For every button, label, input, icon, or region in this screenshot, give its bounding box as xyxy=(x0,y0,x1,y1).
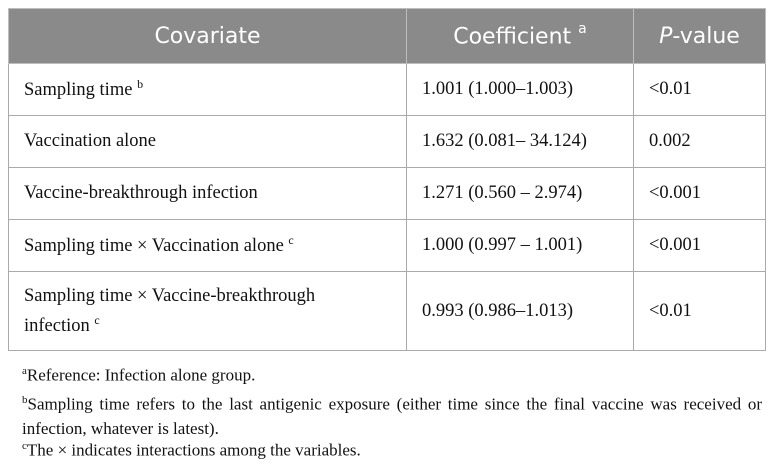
header-pvalue: P-value xyxy=(634,9,766,64)
coefficient-cell: 0.993 (0.986–1.013) xyxy=(407,272,634,351)
pvalue-cell: 0.002 xyxy=(634,116,766,168)
header-coefficient-footnote-mark: a xyxy=(578,20,587,37)
table-row xyxy=(9,272,766,351)
table-row xyxy=(9,64,766,116)
coefficient-cell: 1.001 (1.000–1.003) xyxy=(407,64,634,116)
results-table xyxy=(8,8,766,351)
covariate-cell: Sampling time × Vaccination alone $^c$ xyxy=(9,220,407,272)
covariate-cell: Sampling time × Vaccine-breakthrough infection $^c$ xyxy=(9,272,407,351)
coefficient-cell: 1.000 (0.997 – 1.001) xyxy=(407,220,634,272)
pvalue-cell: <0.001 xyxy=(634,168,766,220)
header-covariate: Covariate xyxy=(9,9,407,64)
table-header-row xyxy=(9,9,766,64)
pvalue-cell: <0.01 xyxy=(634,64,766,116)
covariate-cell: Sampling time $^b$ xyxy=(9,64,407,116)
footnote-a: $^a$Reference: Infection alone group. xyxy=(22,365,256,385)
table-row xyxy=(9,116,766,168)
coefficient-cell: 1.271 (0.560 – 2.974) xyxy=(407,168,634,220)
table-row xyxy=(9,168,766,220)
header-coefficient: Coefficient $^a$ xyxy=(407,9,634,64)
footnote-b: $^b$Sampling time refers to the last antigenic exposure (either time since the final vaccine was received or infection, whatever is latest). xyxy=(22,394,762,438)
table-row xyxy=(9,220,766,272)
pvalue-cell: <0.01 xyxy=(634,272,766,351)
covariate-cell: Vaccine-breakthrough infection xyxy=(9,168,407,220)
coefficient-cell: 1.632 (0.081– 34.124) xyxy=(407,116,634,168)
pvalue-cell: <0.001 xyxy=(634,220,766,272)
covariate-cell: Vaccination alone xyxy=(9,116,407,168)
footnote-c: $^c$The × indicates interactions among the variables. xyxy=(22,440,361,460)
